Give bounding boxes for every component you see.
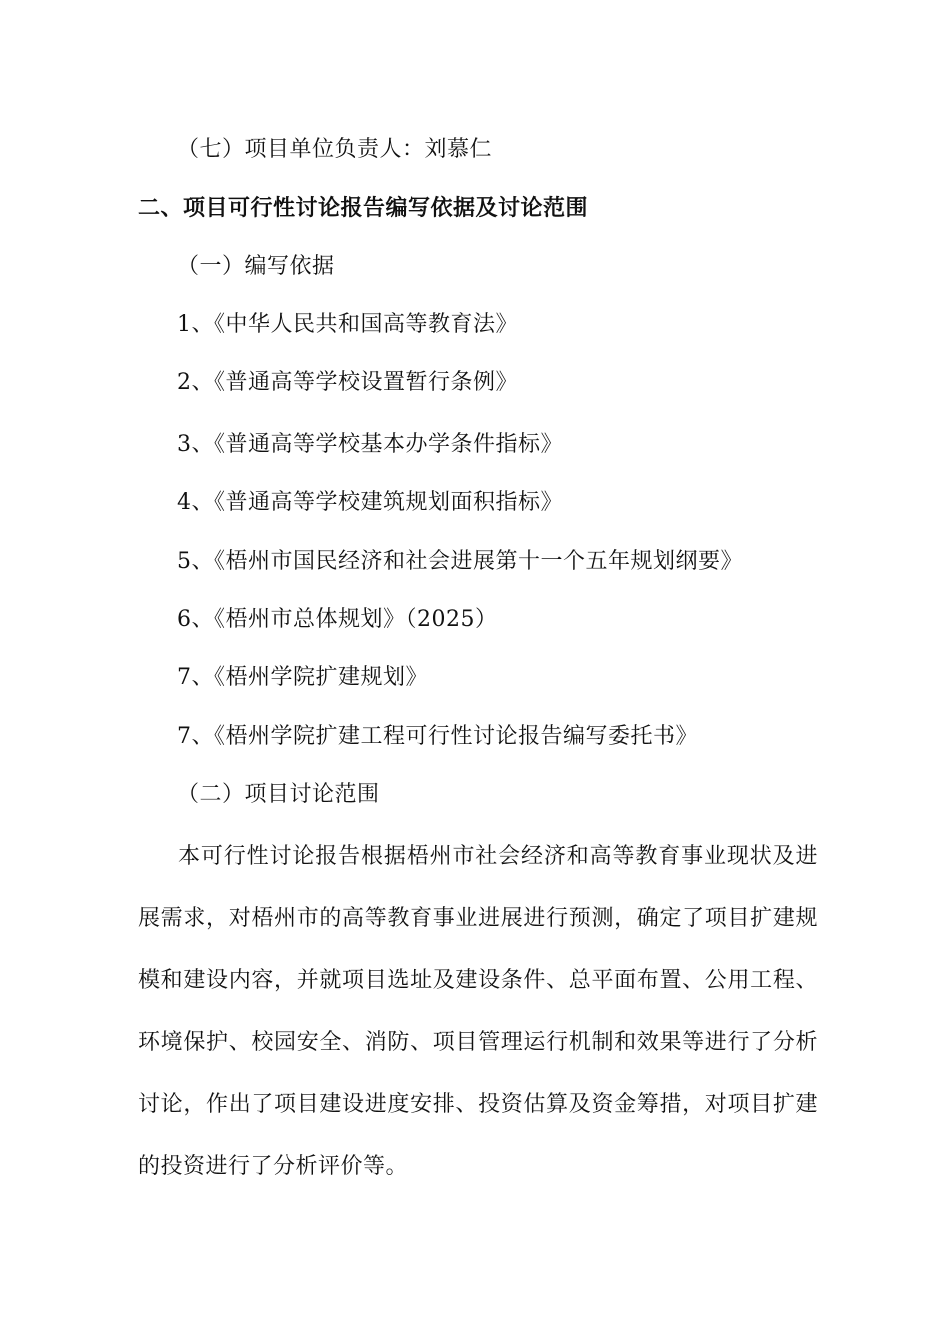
basis-item: 2、《普通高等学校设置暂行条例》: [177, 370, 518, 395]
basis-item: 5、《梧州市国民经济和社会进展第十一个五年规划纲要》: [177, 549, 743, 574]
basis-heading: （一）编写依据: [177, 254, 335, 279]
basis-item: 6、《梧州市总体规划》（2025）: [177, 607, 498, 632]
section-heading: 二、项目可行性讨论报告编写依据及讨论范围: [138, 196, 589, 221]
paragraph-line: 本可行性讨论报告根据梧州市社会经济和高等教育事业现状及进: [178, 844, 818, 869]
scope-paragraph: [138, 842, 818, 1214]
scope-heading: （二）项目讨论范围: [177, 782, 380, 807]
basis-item: 7、《梧州学院扩建规划》: [177, 665, 428, 690]
basis-item: 1、《中华人民共和国高等教育法》: [177, 312, 518, 337]
paragraph-line: 展需求，对梧州市的高等教育事业进展进行预测，确定了项目扩建规: [138, 906, 818, 931]
basis-item: 7、《梧州学院扩建工程可行性讨论报告编写委托书》: [177, 724, 698, 749]
basis-item: 3、《普通高等学校基本办学条件指标》: [177, 432, 563, 457]
basis-item: 4、《普通高等学校建筑规划面积指标》: [177, 490, 563, 515]
paragraph-line: 环境保护、校园安全、消防、项目管理运行机制和效果等进行了分析: [138, 1030, 818, 1055]
paragraph-line: 讨论，作出了项目建设进度安排、投资估算及资金筹措，对项目扩建: [138, 1092, 818, 1117]
paragraph-line: 模和建设内容，并就项目选址及建设条件、总平面布置、公用工程、: [138, 968, 818, 993]
paragraph-line: 的投资进行了分析评价等。: [138, 1154, 409, 1179]
responsible-person-line: （七）项目单位负责人：刘慕仁: [177, 137, 493, 162]
